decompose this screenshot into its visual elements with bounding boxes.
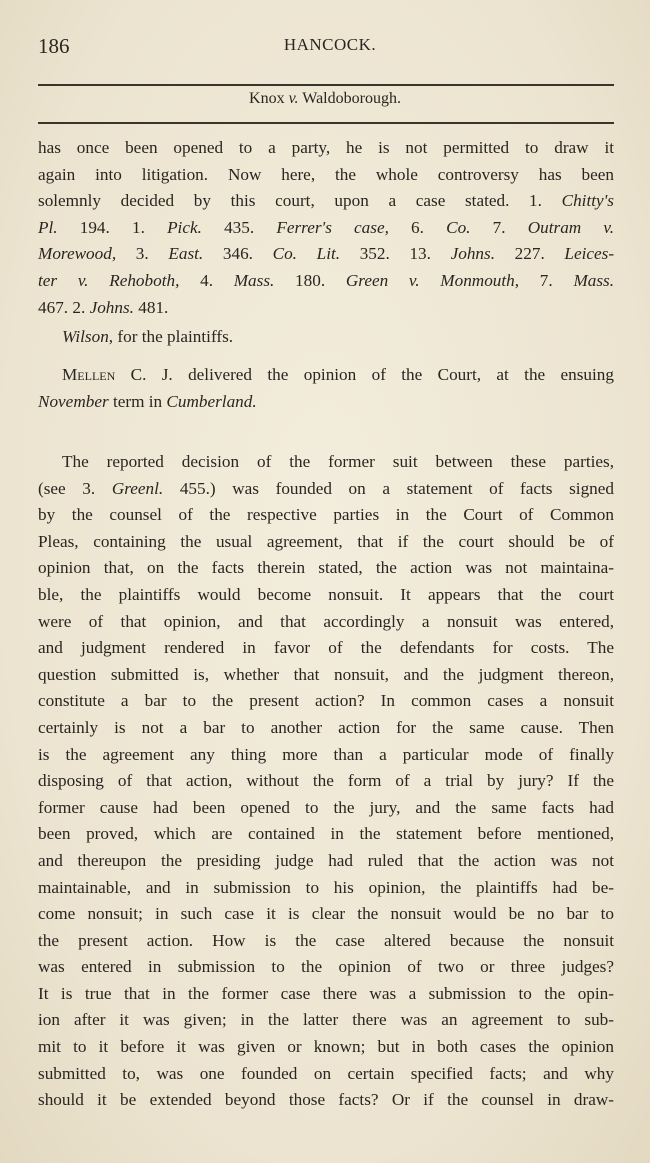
text-run: 346. bbox=[203, 244, 273, 264]
text-line bbox=[38, 295, 614, 322]
italic-text: Johns. bbox=[89, 297, 134, 317]
text-run: 227. bbox=[495, 244, 565, 264]
text-run: and judgment rendered in favor of the defendants for costs. The bbox=[38, 638, 614, 658]
page-number: 186 bbox=[38, 34, 70, 58]
text-run: opinion that, on the facts therein stated, the action was not maintaina- bbox=[38, 558, 614, 578]
italic-text: Ferrer's case, bbox=[276, 217, 389, 237]
text-line bbox=[38, 268, 614, 295]
text-run: question submitted is, whether that nonsuit, and the judgment thereon, bbox=[38, 664, 614, 684]
opinion-intro bbox=[38, 362, 614, 415]
text-run: (see 3. bbox=[38, 478, 112, 498]
text-run: should it be extended beyond those facts? Or if the counsel in draw- bbox=[38, 1090, 614, 1110]
text-run: 481. bbox=[133, 297, 169, 317]
italic-text: Mass. bbox=[233, 270, 275, 290]
text-line bbox=[38, 389, 614, 416]
running-title: HANCOCK. bbox=[283, 35, 377, 54]
text-run: It is true that in the former case there was a submission to the opin- bbox=[38, 983, 614, 1003]
text-run: is the agreement any thing more than a particular mode of finally bbox=[38, 744, 614, 764]
text-line bbox=[38, 981, 614, 1008]
text-line bbox=[38, 241, 614, 268]
italic-text: Greenl. bbox=[111, 478, 164, 498]
text-run: 7. bbox=[470, 217, 528, 237]
text-line bbox=[38, 821, 614, 848]
italic-text: Johns. bbox=[450, 244, 495, 264]
text-line bbox=[38, 688, 614, 715]
text-line bbox=[38, 1087, 614, 1114]
italic-text: Mass. bbox=[573, 270, 615, 290]
text-line bbox=[38, 162, 614, 189]
caption-part: Knox bbox=[249, 90, 289, 107]
text-line bbox=[38, 954, 614, 981]
text-run: ble, the plaintiffs would become nonsuit. It appears that the court bbox=[38, 584, 614, 604]
italic-text: East. bbox=[168, 244, 204, 264]
italic-text: Cumberland. bbox=[166, 391, 257, 411]
top-rule bbox=[38, 84, 614, 86]
text-run: mit to it before it was given or known; but in both cases the opinion bbox=[38, 1037, 614, 1057]
text-line bbox=[38, 502, 614, 529]
caption-rule bbox=[38, 122, 614, 124]
italic-text: Green v. Monmouth, bbox=[345, 270, 520, 290]
text-line bbox=[38, 476, 614, 503]
text-run: 467. 2. bbox=[38, 297, 90, 317]
text-line bbox=[38, 715, 614, 742]
text-run: has once been opened to a party, he is not permitted to draw it bbox=[38, 138, 614, 157]
text-line bbox=[38, 324, 614, 351]
text-run: 3. bbox=[116, 244, 169, 264]
text-run: submitted to, was one founded on certain specified facts; and why bbox=[38, 1063, 614, 1083]
counsel-line bbox=[38, 324, 614, 351]
text-run: 7. bbox=[519, 270, 574, 290]
text-run: The reported decision of the former suit between these parties, bbox=[62, 452, 614, 471]
text-run: 194. 1. bbox=[57, 217, 168, 237]
text-line bbox=[38, 135, 614, 162]
text-run: for the plaintiffs. bbox=[113, 327, 234, 346]
text-run: by the counsel of the respective parties in the Court of Common bbox=[38, 505, 614, 525]
caption-versus: v. bbox=[288, 90, 299, 107]
text-line bbox=[38, 1007, 614, 1034]
text-line bbox=[38, 529, 614, 556]
text-line bbox=[38, 609, 614, 636]
text-line bbox=[38, 795, 614, 822]
caption-part: Waldoborough. bbox=[298, 90, 401, 107]
text-run: Mellen bbox=[62, 365, 116, 384]
italic-text: November bbox=[38, 391, 109, 411]
text-run: solemnly decided by this court, upon a case stated. 1. bbox=[38, 191, 562, 211]
italic-text: Co. Lit. bbox=[272, 244, 341, 264]
text-run: was entered in submission to the opinion of two or three judges? bbox=[38, 957, 614, 977]
text-line bbox=[38, 188, 614, 215]
text-line bbox=[38, 449, 614, 476]
text-run: term in bbox=[108, 391, 167, 411]
text-run: constitute a bar to the present action? In common cases a nonsuit bbox=[38, 691, 614, 711]
text-line bbox=[38, 362, 614, 389]
text-line bbox=[38, 901, 614, 928]
text-line bbox=[38, 555, 614, 582]
text-line bbox=[38, 848, 614, 875]
italic-text: Outram v. bbox=[527, 217, 615, 237]
text-run: were of that opinion, and that accordingly a nonsuit was entered, bbox=[38, 611, 614, 631]
text-line bbox=[38, 1061, 614, 1088]
italic-text: ter v. Rehoboth, bbox=[38, 270, 180, 290]
text-line bbox=[38, 215, 614, 242]
text-line bbox=[38, 928, 614, 955]
italic-text: Pick. bbox=[167, 217, 202, 237]
text-run: 455.) was founded on a statement of facts signed bbox=[163, 478, 614, 498]
italic-text: Pl. bbox=[38, 217, 58, 237]
text-run: 435. bbox=[201, 217, 277, 237]
text-run: come nonsuit; in such case it is clear the nonsuit would be no bar to bbox=[38, 904, 614, 924]
text-line bbox=[38, 1034, 614, 1061]
text-run: the present action. How is the case altered because the nonsuit bbox=[38, 930, 614, 950]
text-run: 352. 13. bbox=[340, 244, 451, 264]
text-line bbox=[38, 742, 614, 769]
text-run: former cause had been opened to the jury, and the same facts had bbox=[38, 797, 614, 817]
italic-text: Morewood, bbox=[38, 244, 117, 264]
citation-paragraph bbox=[38, 135, 614, 321]
case-caption bbox=[0, 90, 650, 108]
italic-text: Leices- bbox=[564, 244, 615, 264]
text-run: Pleas, containing the usual agreement, that if the court should be of bbox=[38, 531, 614, 551]
text-run: and thereupon the presiding judge had ruled that the action was not bbox=[38, 850, 614, 870]
text-line bbox=[38, 662, 614, 689]
text-line bbox=[38, 768, 614, 795]
text-run: 4. bbox=[179, 270, 234, 290]
italic-text: Chitty's bbox=[561, 191, 614, 211]
text-run: C. J. delivered the opinion of the Court, at the ensuing bbox=[115, 365, 614, 384]
text-line bbox=[38, 635, 614, 662]
text-run: certainly is not a bar to another action for the same cause. Then bbox=[38, 717, 614, 737]
text-run: again into litigation. Now here, the whole controversy has been bbox=[38, 164, 614, 184]
italic-text: Co. bbox=[446, 217, 471, 237]
text-line bbox=[38, 875, 614, 902]
text-run: 180. bbox=[274, 270, 346, 290]
text-run: ion after it was given; in the latter there was an agreement to sub- bbox=[38, 1010, 614, 1030]
text-run: disposing of that action, without the form of a trial by jury? If the bbox=[38, 771, 614, 791]
italic-text: Wilson, bbox=[62, 327, 114, 346]
opinion-paragraph bbox=[38, 449, 614, 1114]
text-run: been proved, which are contained in the statement before mentioned, bbox=[38, 824, 614, 844]
text-run: 6. bbox=[388, 217, 447, 237]
text-run: maintainable, and in submission to his opinion, the plaintiffs had be- bbox=[38, 877, 614, 897]
text-line bbox=[38, 582, 614, 609]
